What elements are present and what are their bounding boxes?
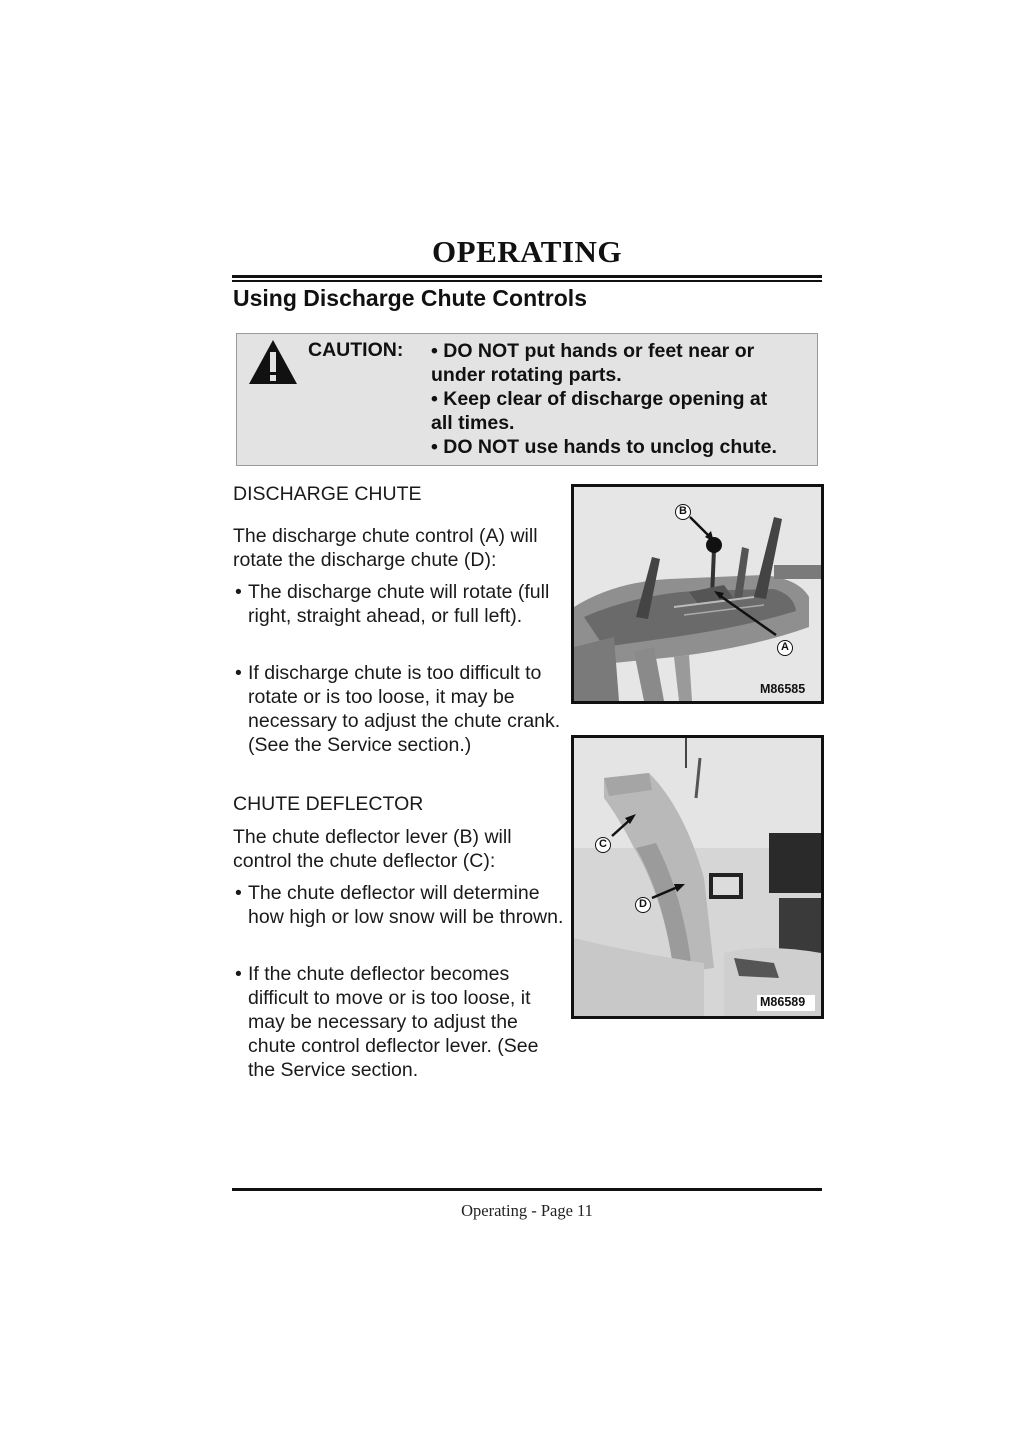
title-rule-thick <box>232 275 822 278</box>
discharge-chute-intro: The discharge chute control (A) will rotate the discharge chute (D): <box>233 525 538 571</box>
callout-a: A <box>777 640 793 656</box>
figure-discharge-chute <box>571 735 824 1019</box>
warning-triangle-icon <box>247 338 299 386</box>
list-item-text: If discharge chute is too difficult to rotate or is too loose, it may be necessary to adjust the chute crank. (See the Service section.) <box>248 662 561 756</box>
list-item <box>235 962 565 1082</box>
list-item <box>235 881 565 929</box>
figure-control-panel <box>571 484 824 704</box>
list-item-text: The chute deflector will determine how high or low snow will be thrown. <box>248 882 564 928</box>
caution-line: • DO NOT use hands to unclog chute. <box>431 436 777 458</box>
control-panel-photo <box>574 487 821 701</box>
bullet-dot: • <box>235 662 242 684</box>
page-footer: Operating - Page 11 <box>461 1201 593 1220</box>
discharge-chute-heading: DISCHARGE CHUTE <box>233 483 422 505</box>
chute-deflector-intro: The chute deflector lever (B) will control the chute deflector (C): <box>233 826 512 872</box>
bullet-dot: • <box>235 882 242 904</box>
list-item-text: The discharge chute will rotate (full right, straight ahead, or full left). <box>248 581 550 627</box>
callout-d: D <box>635 897 651 913</box>
caution-text <box>431 339 815 459</box>
caution-box <box>236 333 818 466</box>
bullet-dot: • <box>235 581 242 603</box>
figure-id-label: M86589 <box>760 995 806 1009</box>
footer-rule <box>232 1188 822 1191</box>
title-rule-thin <box>232 280 822 282</box>
list-item <box>235 580 565 628</box>
bullet-dot: • <box>235 963 242 985</box>
callout-c: C <box>595 837 611 853</box>
callout-b: B <box>675 504 691 520</box>
list-item-text: If the chute deflector becomes difficult to move or is too loose, it may be necessary to adjust the chute control deflector lever. (See the Service section. <box>248 963 539 1081</box>
list-item <box>235 661 565 757</box>
caution-line: • Keep clear of discharge opening at <box>431 388 768 410</box>
caution-line: • DO NOT put hands or feet near or <box>431 340 755 362</box>
page-title: OPERATING <box>432 234 622 269</box>
caution-line: all times. <box>431 412 515 434</box>
caution-label: CAUTION: <box>308 339 404 361</box>
caution-line: under rotating parts. <box>431 364 622 386</box>
section-title: Using Discharge Chute Controls <box>233 285 587 311</box>
chute-deflector-heading: CHUTE DEFLECTOR <box>233 793 424 815</box>
discharge-chute-photo <box>574 738 821 1016</box>
figure-id-label: M86585 <box>760 682 806 696</box>
